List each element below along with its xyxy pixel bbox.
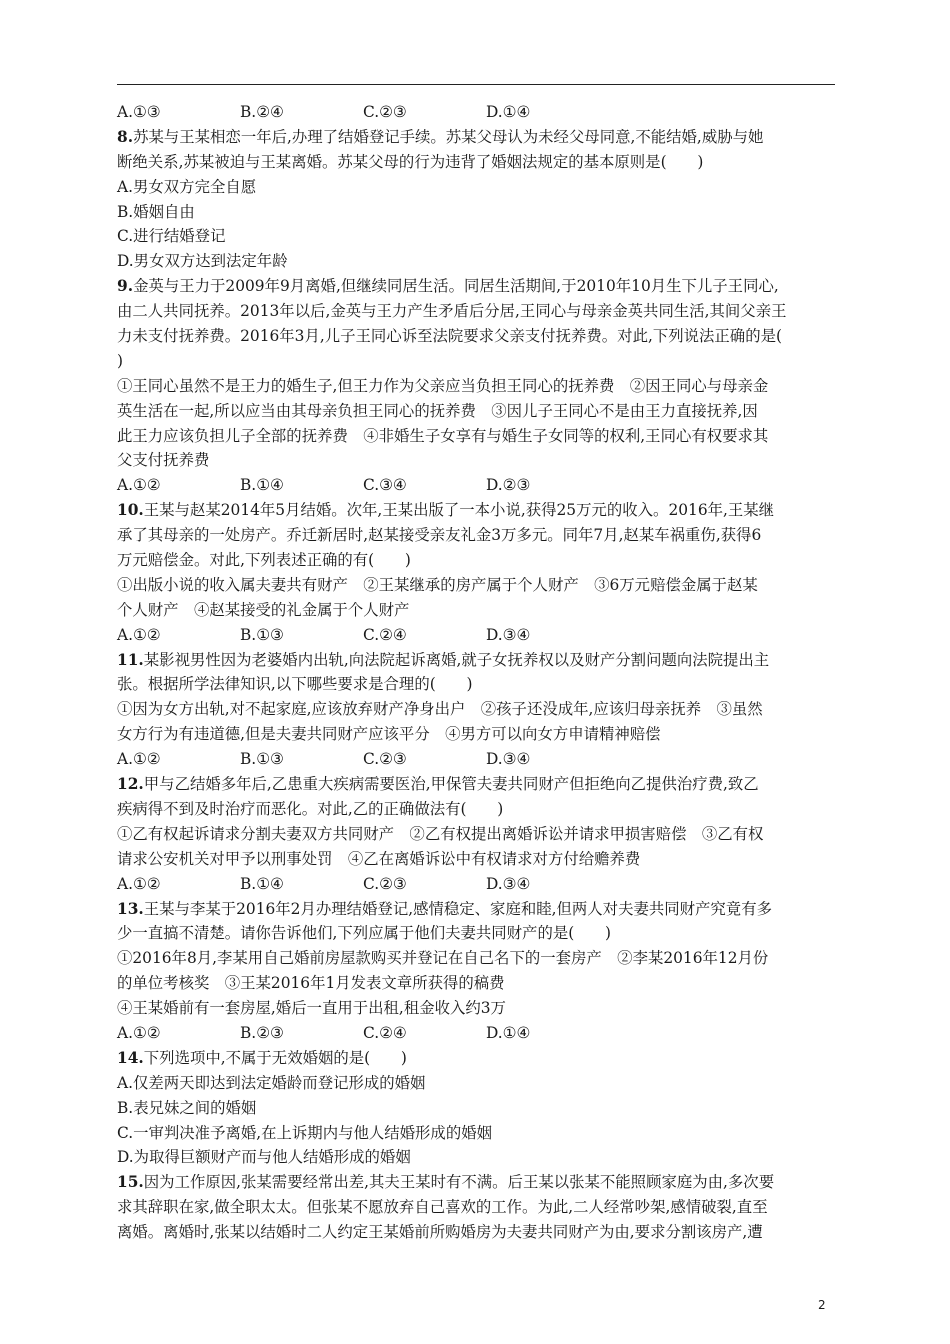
question-text: 疾病得不到及时治疗而恶化。对此,乙的正确做法有( ): [117, 799, 504, 818]
answer-option: A.①③: [117, 103, 161, 121]
question-text: ①出版小说的收入属夫妻共有财产 ②王某继承的房产属于个人财产 ③6万元赔偿金属于赵某: [117, 575, 758, 594]
question-stem: [117, 274, 837, 299]
question-line: [117, 1195, 837, 1220]
question-text: A.男女双方完全自愿: [117, 177, 257, 196]
answer-options: [117, 473, 837, 498]
question-text: 因为工作原因,张某需要经常出差,其夫王某时有不满。后王某以张某不能照顾家庭为由,多次要: [143, 1173, 775, 1192]
question-line: [117, 598, 837, 623]
answer-option: A.①②: [117, 750, 161, 769]
question-number: 14.: [117, 1048, 144, 1067]
question-stem: [117, 498, 837, 523]
question-line: [117, 548, 837, 573]
question-text: 苏某与王某相恋一年后,办理了结婚登记手续。苏某父母认为未经父母同意,不能结婚,威胁与她: [133, 127, 764, 146]
question-stem: [117, 648, 837, 673]
answer-option: A.①②: [117, 874, 161, 893]
question-line: [117, 573, 837, 598]
question-number: 11.: [117, 650, 144, 669]
question-text: 下列选项中,不属于无效婚姻的是( ): [143, 1048, 407, 1067]
answer-option: B.②③: [240, 1023, 284, 1042]
question-text: A.仅差两天即达到法定婚龄而登记形成的婚姻: [117, 1073, 426, 1092]
question-line: [117, 797, 837, 822]
question-text: 此王力应该负担儿子全部的抚养费 ④非婚生子女享有与婚生子女同等的权利,王同心有权要求其: [117, 426, 769, 445]
answer-options: [117, 1021, 837, 1046]
question-block: [117, 648, 837, 772]
question-line: [117, 946, 837, 971]
answer-option: D.③④: [486, 750, 531, 769]
question-text: 王某与李某于2016年2月办理结婚登记,感情稳定、家庭和睦,但两人对夫妻共同财产究竟有多: [143, 899, 772, 918]
answer-option: B.①④: [240, 874, 284, 893]
question-line: [117, 399, 837, 424]
question-line: [117, 1121, 837, 1146]
answer-option: B.①④: [240, 476, 284, 495]
answer-options: [117, 100, 837, 125]
question-line: [117, 847, 837, 872]
question-text: 女方行为有违道德,但是夫妻共同财产应该平分 ④男方可以向女方申请精神赔偿: [117, 725, 661, 744]
question-block: [117, 498, 837, 647]
question-number: 8.: [117, 127, 134, 146]
question-text: 父支付抚养费: [117, 451, 210, 470]
question-line: [117, 672, 837, 697]
answer-option: B.①③: [240, 625, 284, 644]
answer-option: C.②③: [363, 750, 407, 769]
question-line: [117, 424, 837, 449]
question-text: 承了其母亲的一处房产。乔迁新居时,赵某接受亲友礼金3万多元。同年7月,赵某车祸重伤,获得6: [117, 526, 762, 545]
question-block: [117, 100, 837, 125]
question-number: 12.: [117, 775, 144, 794]
question-text: 张。根据所学法律知识,以下哪些要求是合理的( ): [117, 675, 473, 694]
question-block: [117, 125, 837, 274]
page-number: 2: [818, 1298, 826, 1312]
question-stem: [117, 1170, 837, 1195]
answer-options: [117, 747, 837, 772]
question-block: [117, 1046, 837, 1170]
question-line: [117, 1145, 837, 1170]
question-line: [117, 324, 837, 349]
question-text: 少一直搞不清楚。请你告诉他们,下列应属于他们夫妻共同财产的是( ): [117, 924, 612, 943]
question-line: [117, 1071, 837, 1096]
question-text: 王某与赵某2014年5月结婚。次年,王某出版了一本小说,获得25万元的收入。2016年,王某继: [143, 501, 775, 520]
question-text: 力未支付抚养费。2016年3月,儿子王同心诉至法院要求父亲支付抚养费。对此,下列说法正确的是(: [117, 327, 782, 346]
question-text: 由二人共同抚养。2013年以后,金英与王力产生矛盾后分居,王同心与母亲金英共同生活,其间父亲王: [117, 302, 787, 321]
answer-option: C.③④: [363, 476, 407, 495]
answer-option: D.①④: [486, 1023, 531, 1042]
question-number: 13.: [117, 899, 144, 918]
answer-option: A.①②: [117, 1023, 161, 1042]
answer-options: [117, 623, 837, 648]
question-line: [117, 822, 837, 847]
question-text: ): [117, 351, 124, 370]
question-line: [117, 921, 837, 946]
question-block: [117, 897, 837, 1046]
question-text: 求其辞职在家,做全职太太。但张某不愿放弃自己喜欢的工作。为此,二人经常吵架,感情破裂,直至: [117, 1198, 768, 1217]
question-text: 个人财产 ④赵某接受的礼金属于个人财产: [117, 600, 410, 619]
question-line: [117, 374, 837, 399]
question-block: [117, 772, 837, 896]
question-text: 离婚。离婚时,张某以结婚时二人约定王某婚前所购婚房为夫妻共同财产为由,要求分割该房产,遭: [117, 1223, 763, 1242]
answer-option: B.①③: [240, 750, 284, 769]
question-text: 万元赔偿金。对此,下列表述正确的有( ): [117, 551, 411, 570]
answer-option: C.②④: [363, 1023, 407, 1042]
question-line: [117, 722, 837, 747]
question-stem: [117, 1046, 837, 1071]
answer-option: C.②③: [363, 103, 407, 121]
answer-option: C.②④: [363, 625, 407, 644]
question-text: ①王同心虽然不是王力的婚生子,但王力作为父亲应当负担王同心的抚养费 ②因王同心与母亲金: [117, 376, 769, 395]
question-line: [117, 1096, 837, 1121]
question-text: 断绝关系,苏某被迫与王某离婚。苏某父母的行为违背了婚姻法规定的基本原则是( ): [117, 152, 704, 171]
question-text: C.一审判决准予离婚,在上诉期内与他人结婚形成的婚姻: [117, 1123, 492, 1142]
question-line: [117, 299, 837, 324]
header-rule: [117, 84, 835, 85]
question-line: [117, 448, 837, 473]
question-stem: [117, 772, 837, 797]
question-number: 15.: [117, 1173, 144, 1192]
question-text: ①因为女方出轨,对不起家庭,应该放弃财产净身出户 ②孩子还没成年,应该归母亲抚养 ③虽然: [117, 700, 763, 719]
question-text: B.表兄妹之间的婚姻: [117, 1098, 257, 1117]
answer-option: A.①②: [117, 625, 161, 644]
question-line: [117, 175, 837, 200]
question-text: 请求公安机关对甲予以刑事处罚 ④乙在离婚诉讼中有权请求对方付给赡养费: [117, 849, 641, 868]
question-line: [117, 224, 837, 249]
question-list: [117, 100, 837, 1245]
question-stem: [117, 125, 837, 150]
question-text: 某影视男性因为老婆婚内出轨,向法院起诉离婚,就子女抚养权以及财产分割问题向法院提出主: [143, 650, 770, 669]
question-line: [117, 996, 837, 1021]
question-text: ④王某婚前有一套房屋,婚后一直用于出租,租金收入约3万: [117, 999, 506, 1018]
question-line: [117, 249, 837, 274]
question-line: [117, 697, 837, 722]
answer-options: [117, 872, 837, 897]
answer-option: D.①④: [486, 103, 531, 121]
question-block: [117, 1170, 837, 1245]
answer-option: B.②④: [240, 103, 284, 121]
question-text: D.男女双方达到法定年龄: [117, 252, 288, 271]
question-text: ①2016年8月,李某用自己婚前房屋款购买并登记在自己名下的一套房产 ②李某2016年12月份: [117, 949, 769, 968]
question-line: [117, 523, 837, 548]
question-text: 英生活在一起,所以应当由其母亲负担王同心的抚养费 ③因儿子王同心不是由王力直接抚养,因: [117, 401, 758, 420]
question-text: 甲与乙结婚多年后,乙患重大疾病需要医治,甲保管夫妻共同财产但拒绝向乙提供治疗费,致乙: [143, 775, 759, 794]
question-block: [117, 274, 837, 498]
answer-option: C.②③: [363, 874, 407, 893]
question-line: [117, 150, 837, 175]
answer-option: D.②③: [486, 476, 531, 495]
question-line: [117, 349, 837, 374]
question-text: 的单位考核奖 ③王某2016年1月发表文章所获得的稿费: [117, 974, 505, 993]
question-number: 9.: [117, 277, 134, 296]
question-line: [117, 1220, 837, 1245]
answer-option: D.③④: [486, 625, 531, 644]
question-stem: [117, 897, 837, 922]
question-line: [117, 971, 837, 996]
question-number: 10.: [117, 501, 144, 520]
question-text: C.进行结婚登记: [117, 227, 226, 246]
answer-option: D.③④: [486, 874, 531, 893]
question-line: [117, 200, 837, 225]
question-text: B.婚姻自由: [117, 202, 195, 221]
answer-option: A.①②: [117, 476, 161, 495]
question-text: ①乙有权起诉请求分割夫妻双方共同财产 ②乙有权提出离婚诉讼并请求甲损害赔偿 ③乙有权: [117, 824, 764, 843]
question-text: 金英与王力于2009年9月离婚,但继续同居生活。同居生活期间,于2010年10月生下儿子王同心,: [133, 277, 779, 296]
question-text: D.为取得巨额财产而与他人结婚形成的婚姻: [117, 1148, 411, 1167]
